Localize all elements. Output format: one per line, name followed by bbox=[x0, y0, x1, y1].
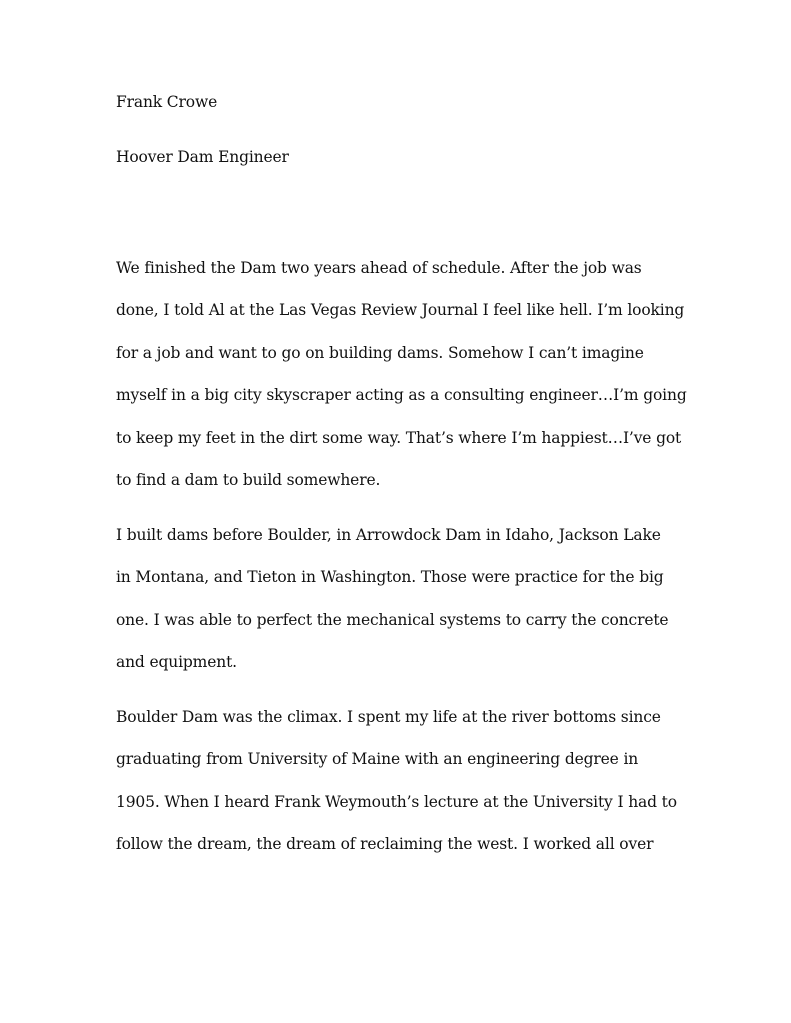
paragraph-line: myself in a big city skyscraper acting as a consulting engineer…I’m going bbox=[116, 386, 687, 404]
paragraph-line: done, I told Al at the Las Vegas Review Journal I feel like hell. I’m looking bbox=[116, 301, 685, 319]
paragraph-line: graduating from University of Maine with an engineering degree in bbox=[116, 750, 639, 768]
paragraph-line: to find a dam to build somewhere. bbox=[116, 471, 381, 489]
paragraph-line: Boulder Dam was the climax. I spent my life at the river bottoms since bbox=[116, 708, 661, 726]
paragraph-line: one. I was able to perfect the mechanical systems to carry the concrete bbox=[116, 611, 669, 629]
paragraph-line: 1905. When I heard Frank Weymouth’s lecture at the University I had to bbox=[116, 793, 677, 811]
paragraph-line: to keep my feet in the dirt some way. That’s where I’m happiest…I’ve got bbox=[116, 429, 682, 447]
paragraph-line: in Montana, and Tieton in Washington. Those were practice for the big bbox=[116, 568, 664, 586]
author-name: Frank Crowe bbox=[116, 93, 218, 111]
paragraph-line: for a job and want to go on building dams. Somehow I can’t imagine bbox=[116, 344, 644, 362]
paragraph-line: We finished the Dam two years ahead of schedule. After the job was bbox=[116, 259, 642, 277]
paragraph-line: follow the dream, the dream of reclaiming the west. I worked all over bbox=[116, 835, 654, 853]
author-role: Hoover Dam Engineer bbox=[116, 148, 289, 166]
paragraph-line: and equipment. bbox=[116, 653, 237, 671]
paragraph-line: I built dams before Boulder, in Arrowdock Dam in Idaho, Jackson Lake bbox=[116, 526, 661, 544]
